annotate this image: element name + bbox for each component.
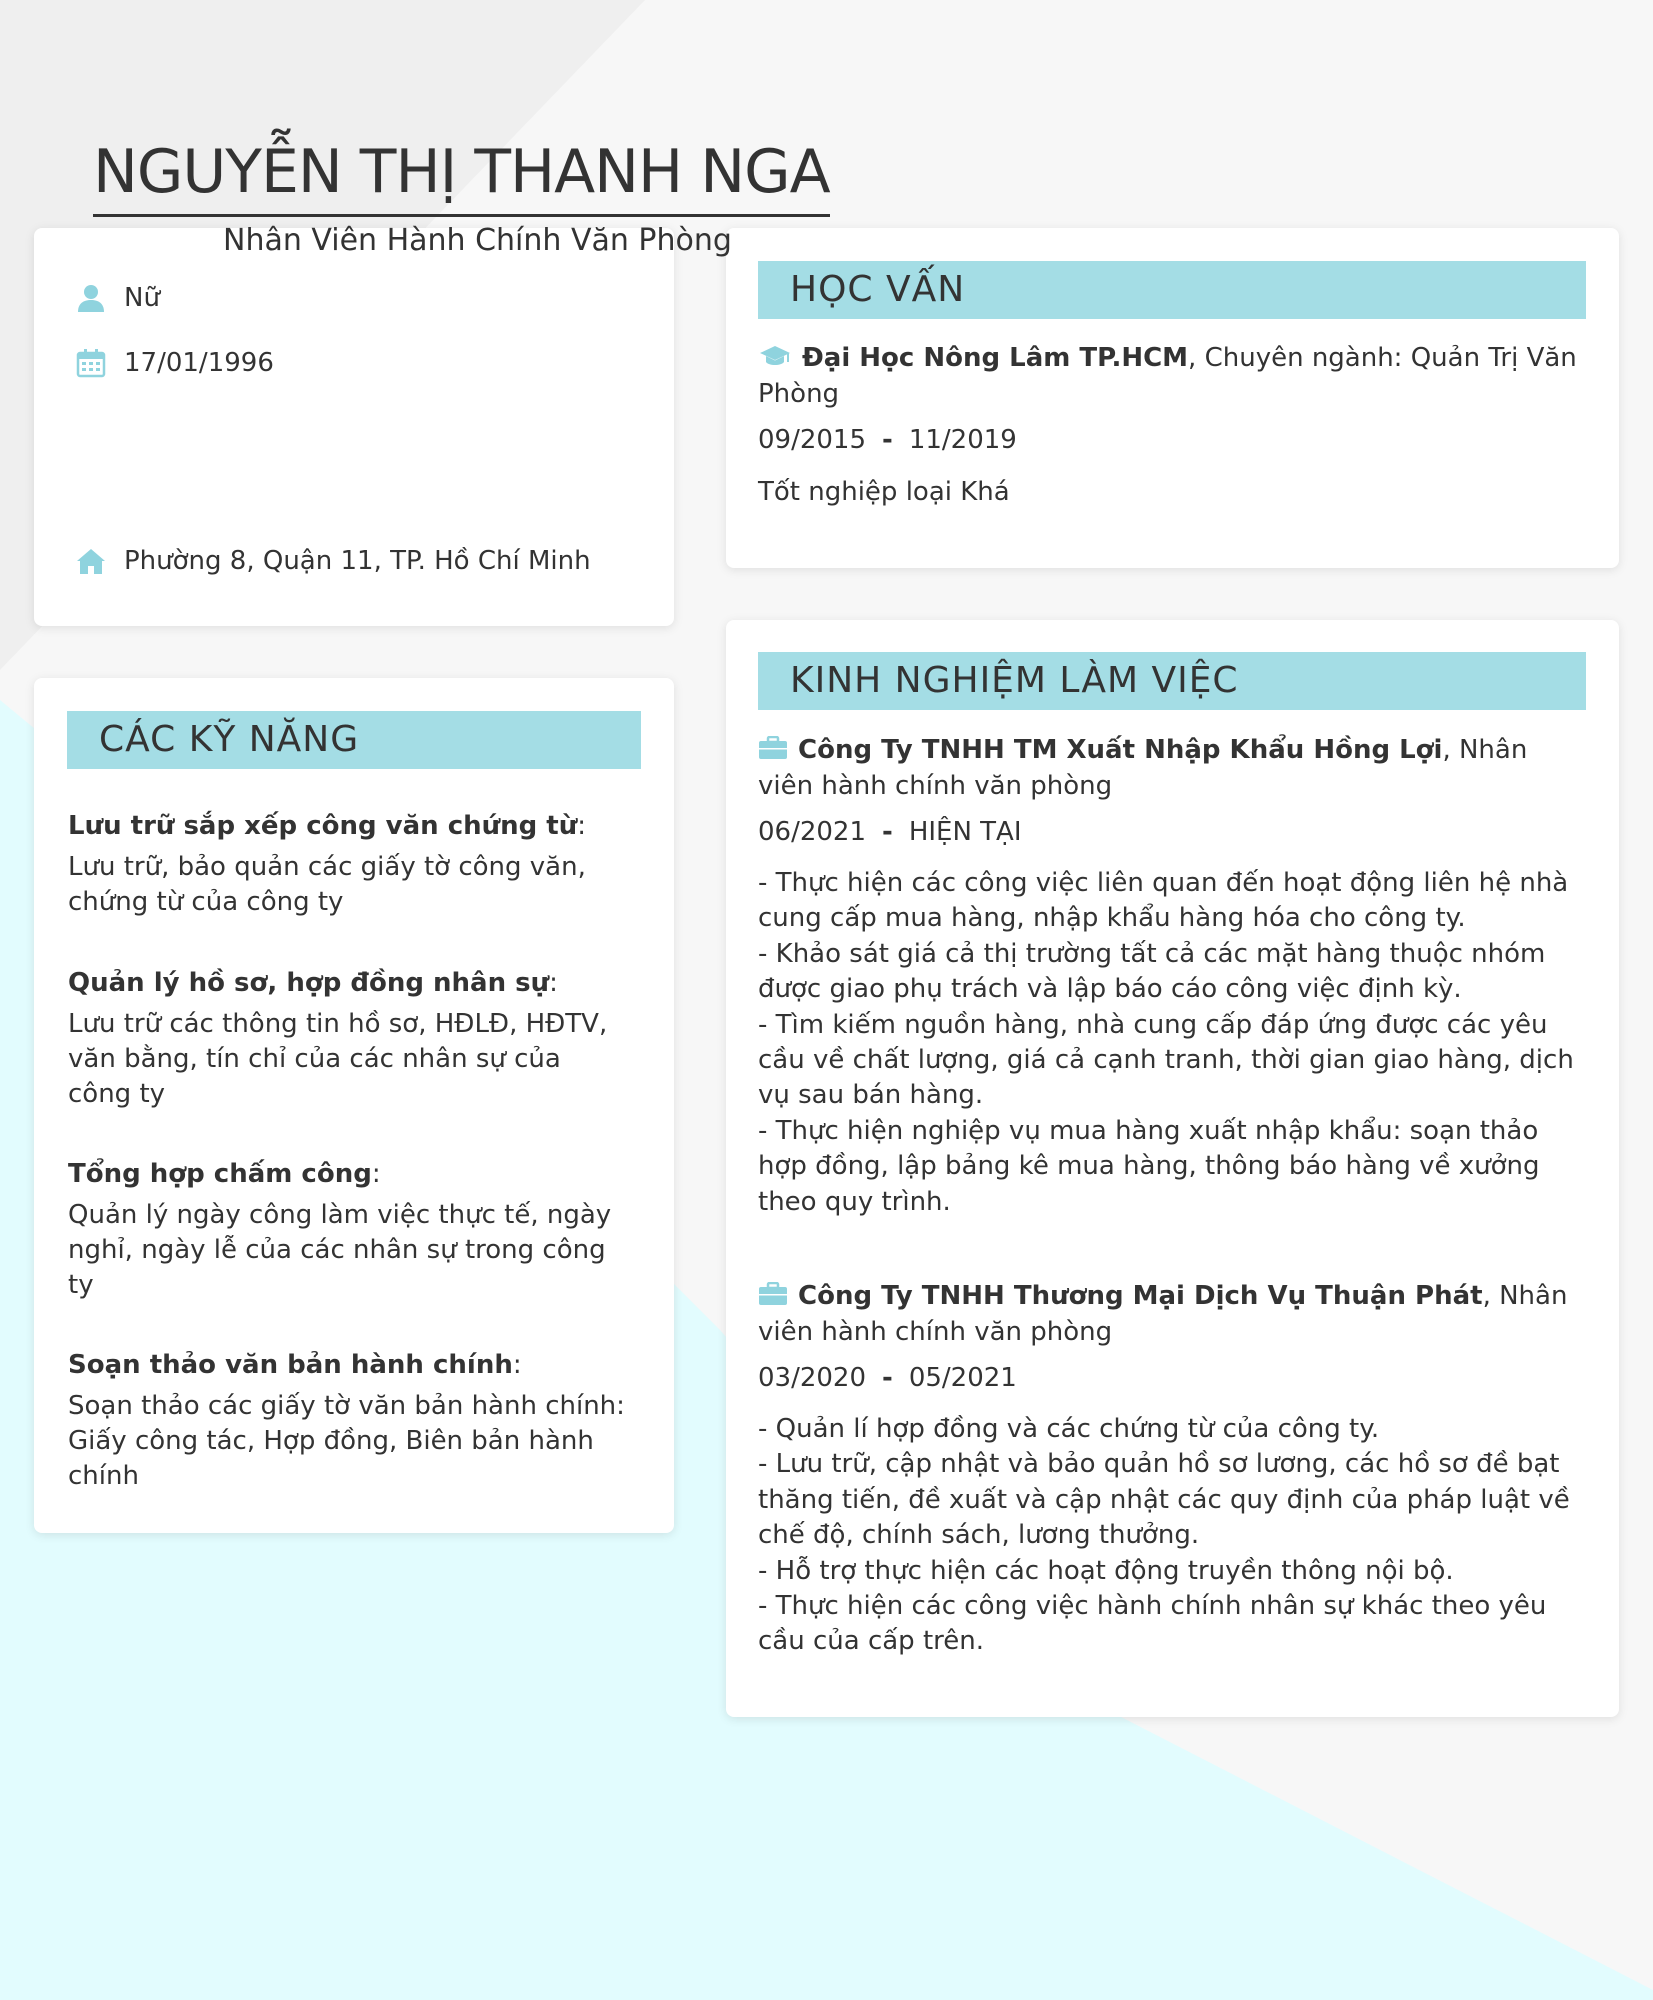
skill-item: Soạn thảo văn bản hành chính: Soạn thảo các giấy tờ văn bản hành chính: Giấy công tác, Hợp đồng, Biên bản hành chính [68,1347,628,1494]
skill-description: Lưu trữ các thông tin hồ sơ, HĐLĐ, HĐTV, văn bằng, tín chỉ của các nhân sự của công ty [68,1009,608,1109]
skill-description: Quản lý ngày công làm việc thực tế, ngày nghỉ, ngày lễ của các nhân sự trong công ty [68,1200,612,1300]
job-duty: - Tìm kiếm nguồn hàng, nhà cung cấp đáp ứng được các yêu cầu về chất lượng, giá cả cạnh tranh, thời gian giao hàng, dịch vụ sau bán hàng. [758,1009,1574,1111]
skill-title: Tổng hợp chấm công [68,1159,372,1189]
home-icon [76,546,106,576]
job-duty: - Khảo sát giá cả thị trường tất cả các mặt hàng thuộc nhóm được giao phụ trách và lập báo cáo công việc định kỳ. [758,938,1546,1005]
address-row [76,543,591,579]
job-entry-header [758,1278,1578,1350]
skill-title: Soạn thảo văn bản hành chính [68,1350,513,1380]
gender-value: Nữ [124,283,160,313]
job-duty: - Thực hiện nghiệp vụ mua hàng xuất nhập khẩu: soạn thảo hợp đồng, lập bảng kê mua hàng, thông báo hàng về xưởng theo quy trình. [758,1115,1540,1217]
education-end: 11/2019 [908,425,1017,455]
job-end: 05/2021 [908,1363,1017,1393]
skill-item: Quản lý hồ sơ, hợp đồng nhân sự: Lưu trữ các thông tin hồ sơ, HĐLĐ, HĐTV, văn bằng, tín chỉ của các nhân sự của công ty [68,965,628,1112]
gender-row [76,280,160,316]
job-duty: - Lưu trữ, cập nhật và bảo quản hồ sơ lương, các hồ sơ đề bạt thăng tiến, đề xuất và cập nhật các quy định của pháp luật về chế độ, chính sách, lương thưởng. [758,1449,1570,1551]
education-heading: HỌC VẤN [758,261,1586,319]
company-name: Công Ty TNHH Thương Mại Dịch Vụ Thuận Phát [798,1281,1483,1311]
birth-date-value: 17/01/1996 [124,348,274,378]
date-separator: - [882,1363,893,1393]
job-description [758,866,1578,1220]
date-separator: - [882,425,893,455]
job-duty: - Thực hiện các công việc hành chính nhân sự khác theo yêu cầu của cấp trên. [758,1591,1547,1657]
date-separator: - [882,817,893,847]
job-duty: - Hỗ trợ thực hiện các hoạt động truyền thông nội bộ. [758,1555,1454,1586]
calendar-icon [76,348,106,378]
job-title: Nhân Viên Hành Chính Văn Phòng [223,223,732,258]
job-start: 06/2021 [758,817,867,847]
birth-date-row [76,345,274,381]
education-major: , Chuyên ngành: Quản Trị Văn Phòng [758,343,1577,409]
job-position: , Nhân viên hành chính văn phòng [758,735,1528,801]
skill-title: Lưu trữ sắp xếp công văn chứng từ [68,811,578,841]
skill-title: Quản lý hồ sơ, hợp đồng nhân sự [68,968,550,998]
company-name: Công Ty TNHH TM Xuất Nhập Khẩu Hồng Lợi [798,735,1443,765]
skills-heading: CÁC KỸ NĂNG [67,711,641,769]
job-duty: - Quản lí hợp đồng và các chứng từ của công ty. [758,1414,1380,1444]
job-description [758,1412,1578,1660]
education-card [726,228,1619,568]
graduation-cap-icon [758,344,792,368]
education-entry [758,340,1578,412]
briefcase-icon [758,1282,788,1306]
experience-card [726,620,1619,1717]
skill-description: Lưu trữ, bảo quản các giấy tờ công văn, chứng từ của công ty [68,852,586,917]
skills-card [34,678,674,1533]
job-dates [758,1360,1017,1396]
education-start: 09/2015 [758,425,867,455]
profile-card [34,228,674,626]
education-note: Tốt nghiệp loại Khá [758,477,1010,507]
experience-heading: KINH NGHIỆM LÀM VIỆC [758,652,1586,710]
skill-item: Tổng hợp chấm công: Quản lý ngày công làm việc thực tế, ngày nghỉ, ngày lễ của các nhân sự trong công ty [68,1156,628,1303]
education-dates [758,422,1017,458]
user-icon [76,283,106,313]
job-entry-header [758,732,1578,804]
job-start: 03/2020 [758,1363,867,1393]
skill-item: Lưu trữ sắp xếp công văn chứng từ: Lưu trữ, bảo quản các giấy tờ công văn, chứng từ của công ty [68,808,628,920]
address-value: Phường 8, Quận 11, TP. Hồ Chí Minh [124,546,591,576]
job-dates [758,814,1022,850]
job-end: HIỆN TẠI [908,817,1022,847]
skill-description: Soạn thảo các giấy tờ văn bản hành chính: Giấy công tác, Hợp đồng, Biên bản hành chính [68,1391,625,1491]
school-name: Đại Học Nông Lâm TP.HCM [802,343,1189,373]
job-position: , Nhân viên hành chính văn phòng [758,1281,1568,1347]
briefcase-icon [758,736,788,760]
job-duty: - Thực hiện các công việc liên quan đến hoạt động liên hệ nhà cung cấp mua hàng, nhập khẩu hàng hóa cho công ty. [758,868,1569,934]
candidate-name: NGUYỄN THỊ THANH NGA [93,132,830,217]
